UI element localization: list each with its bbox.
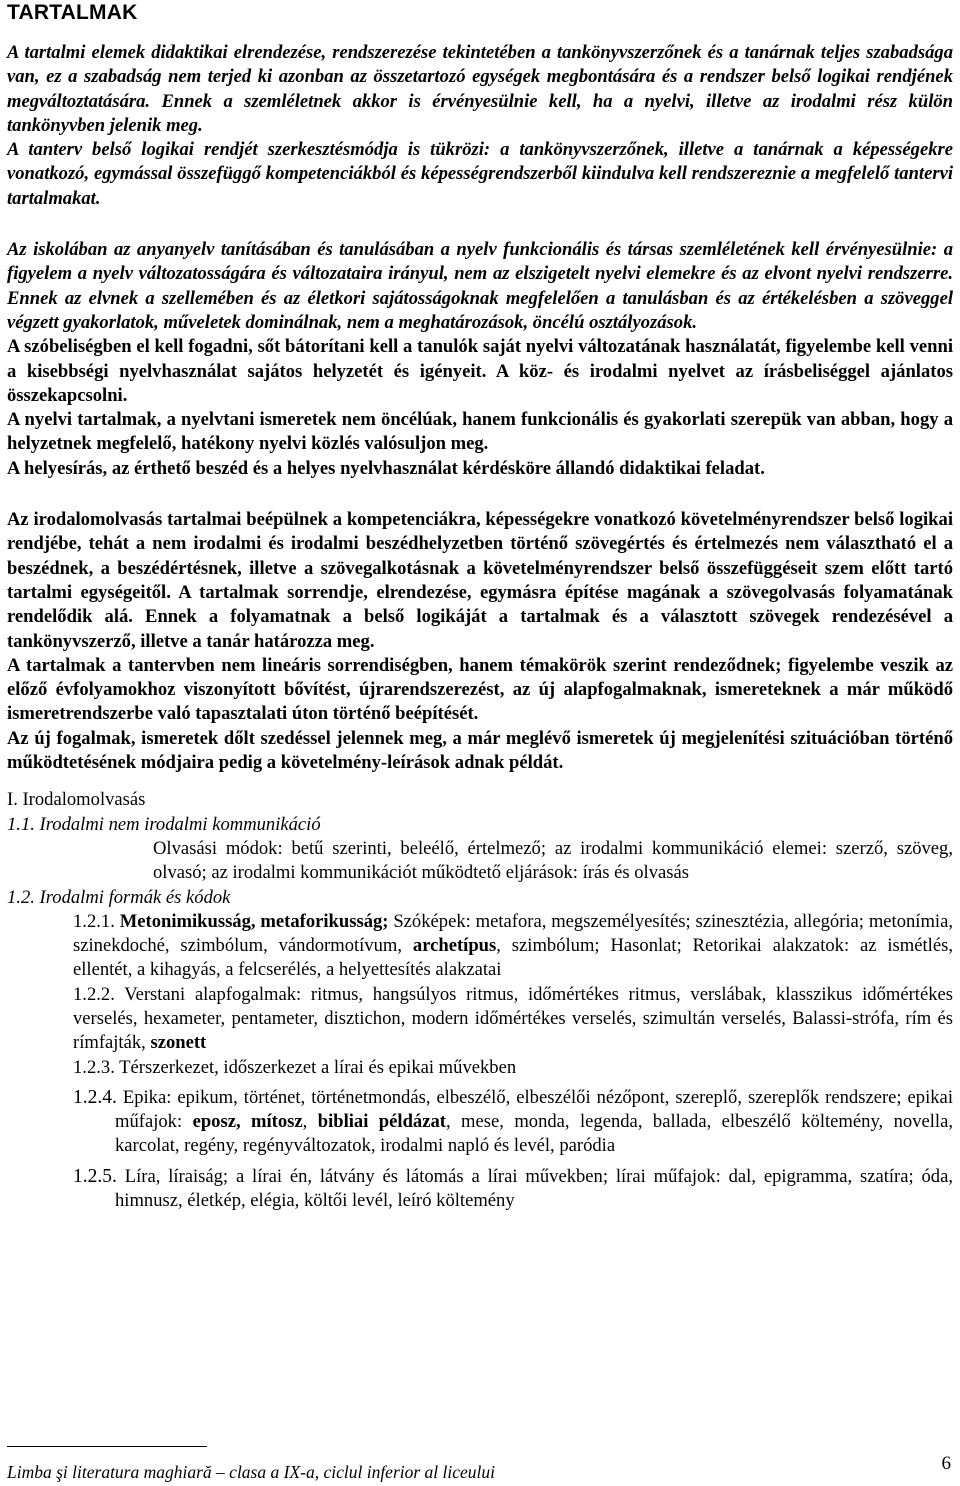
subsection-heading-1-2: 1.2. Irodalmi formák és kódok	[7, 886, 231, 908]
literature-paragraph-2: A tartalmak a tantervben nem lineáris sorrendiségben, hanem témakörök szerint rendeződnek; figyelembe veszik az előző évfolyamokhoz viszonyított bővítést, újrarendszerezést, az új alapfogalmaknak, ismereteknek a már működő ismeretrendszerbe való tapasztalati úton történő beépítését.	[7, 654, 953, 725]
item-bold-term: bibliai példázat	[317, 1111, 446, 1133]
item-1-2-3	[7, 1056, 953, 1080]
item-number: 1.2.2.	[73, 983, 115, 1005]
language-paragraph-4: A helyesírás, az érthető beszéd és a helyes nyelvhasználat kérdésköre állandó didaktikai feladat.	[7, 457, 765, 479]
item-text: Epika: epikum, történet, történetmondás, elbeszélő, elbeszélői nézőpont, szereplő, szereplők rendszere; epikai műfajok:	[115, 1086, 953, 1133]
item-bold-term: Metonimikusság, metaforikusság;	[119, 910, 389, 932]
page-title: TARTALMAK	[7, 1, 138, 24]
item-1-2-1	[7, 910, 953, 983]
item-bold-term: eposz, mítosz	[192, 1111, 303, 1133]
language-paragraph-1: Az iskolában az anyanyelv tanításában és tanulásában a nyelv funkcionális és társas szemléletének kell érvényesülnie: a figyelem a nyelv változatosságára és változataira irányul, nem az elszigetelt nyelvi elemekre és az elvont nyelvi rendszerre. Ennek az elvnek a szellemében és az életkori sajátosságoknak megfelelően a tanulásban és az értékelésben a szöveggel végzett gyakorlatok, műveletek dominálnak, nem a meghatározások, öncélú osztályozások.	[7, 239, 953, 333]
item-number: 1.2.4.	[73, 1086, 117, 1108]
language-paragraph-3: A nyelvi tartalmak, a nyelvtani ismeretek nem öncélúak, hanem funkcionális és gyakorlati szerepük van abban, hogy a helyzetnek megfelelő, hatékony nyelvi közlés valósuljon meg.	[7, 409, 953, 455]
item-text: Líra, líraiság; a lírai én, látvány és látomás a lírai művekben; lírai műfajok: dal, epigramma, szatíra; óda, himnusz, életkép, elégia, költői levél, leíró költemény	[115, 1165, 953, 1212]
footer-text: Limba şi literatura maghiară – clasa a IX-a, ciclul inferior al liceului	[7, 1462, 496, 1482]
item-1-2-4	[7, 1086, 953, 1159]
subsection-text-1-1: Olvasási módok: betű szerinti, beleélő, értelmező; az irodalmi kommunikáció elemei: szerző, szöveg, olvasó; az irodalmi kommunikációt működtető eljárások: írás és olvasás	[153, 837, 953, 884]
item-number: 1.2.5.	[73, 1165, 117, 1187]
item-bold-term: szonett	[150, 1032, 207, 1054]
intro-paragraph-1: A tartalmi elemek didaktikai elrendezése, rendszerezése tekintetében a tankönyvszerzőnek és a tanárnak teljes szabadsága van, ez a szabadság nem terjed ki azonban az összetartozó egységek megbontására és a rendszer belső logikai rendjének megváltoztatására. Ennek a szemléletnek akkor is érvényesülnie kell, ha a nyelvi, illetve az irodalmi rész külön tankönyvben jelenik meg.	[7, 42, 953, 136]
item-text: Szóképek: metafora, megszemélyesítés; szinesztézia, allegória; metonímia, szinekdoché, szimbólum, vándormotívum,	[73, 910, 953, 957]
language-paragraph-2: A szóbeliségben el kell fogadni, sőt bátorítani kell a tanulók saját nyelvi változatának használatát, figyelembe kell venni a kisebbségi nyelvhasználat sajátos helyzetét és igényeit. A köz- és irodalmi nyelvet az írásbeliséggel ajánlatos összekapcsolni.	[7, 336, 953, 406]
item-1-2-5	[7, 1165, 953, 1214]
subsection-heading-1-1: 1.1. Irodalmi nem irodalmi kommunikáció	[7, 813, 321, 835]
literature-paragraph-3: Az új fogalmak, ismeretek dőlt szedéssel jelennek meg, a már meglévő ismeretek új megjelenítési szituációban történő működtetésének módjaira pedig a követelmény-leírások adnak példát.	[7, 727, 953, 774]
item-number: 1.2.3.	[73, 1056, 115, 1078]
document-page	[7, 0, 953, 1213]
page-footer	[7, 1446, 953, 1486]
item-text: , mese, monda, legenda, ballada, elbeszélő költemény, novella, karcolat, regény, regényváltozatok, irodalmi napló és levél, paródia	[115, 1111, 953, 1157]
item-text: , szimbólum; Hasonlat; Retorikai alakzatok: az ismétlés, ellentét, a kihagyás, a felcserélés, a helyettesítés alakzatai	[73, 935, 953, 981]
item-text: Térszerkezet, időszerkezet a lírai és epikai művekben	[114, 1056, 517, 1078]
page-number: 6	[941, 1453, 951, 1474]
item-text: Verstani alapfogalmak: ritmus, hangsúlyos ritmus, időmértékes ritmus, verslábak, klasszikus időmértékes verselés, hexameter, pentameter, disztichon, modern időmértékes verselés, szimultán verselés, Balassi-strófa, rím és rímfajták,	[73, 983, 953, 1054]
item-bold-term: archetípus	[412, 935, 497, 957]
item-1-2-2	[7, 983, 953, 1056]
footer-divider	[7, 1446, 207, 1447]
literature-paragraph-1: Az irodalomolvasás tartalmai beépülnek a kompetenciákra, képességekre vonatkozó követelményrendszer belső logikai rendjébe, tehát a nem irodalmi és irodalmi beszédhelyzetben történő szövegértés és értelmezés nem választható el a beszédnek, a beszédértésnek, illetve a szövegalkotásnak a követelményrendszer belső összefüggéseit szem előtt tartó tartalmi egységeitől. A tartalmak sorrendje, elrendezése, egymásra építése magának a szövegolvasás folyamatának rendelődik alá. Ennek a folyamatnak a belső logikáját a tartalmak és a választott szövegek rendezésével a tankönyvszerző, illetve a tanár határozza meg.	[7, 509, 953, 652]
section-heading-irodalomolvasas: I. Irodalomolvasás	[7, 789, 146, 811]
item-number: 1.2.1.	[73, 910, 115, 932]
item-text: ,	[302, 1111, 318, 1133]
intro-paragraph-2: A tanterv belső logikai rendjét szerkesztésmódja is tükrözi: a tankönyvszerzőnek, illetve a tanárnak a képességekre vonatkozó, egymással összefüggő kompetenciákból és képességrendszerből kiindulva kell rendszereznie a megfelelő tantervi tartalmakat.	[7, 139, 953, 209]
